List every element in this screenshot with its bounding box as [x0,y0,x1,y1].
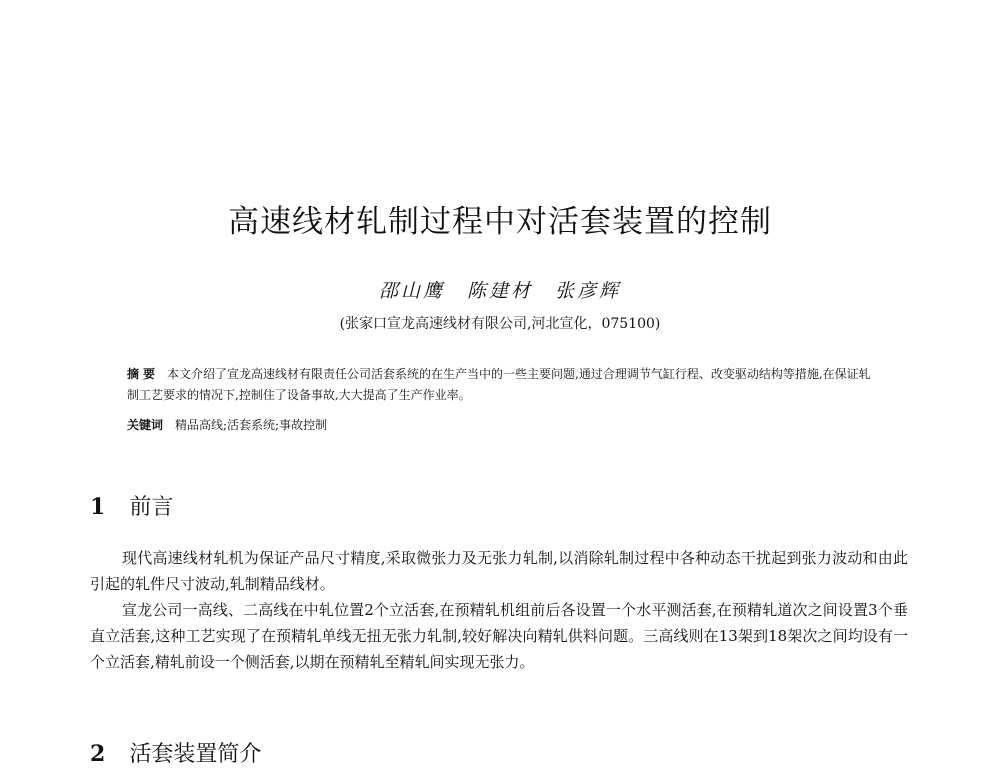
paragraph: 现代高速线材轧机为保证产品尺寸精度,采取微张力及无张力轧制,以消除轧制过程中各种动态干扰起到张力波动和由此引起的轧件尺寸波动,轧制精品线材。 [90,549,908,593]
section-number: 2 [90,741,106,767]
keywords-label: 关键词 [127,418,164,432]
abstract-label: 摘要 [127,367,160,381]
section-heading-1 [90,490,173,521]
section-heading-2 [90,737,261,768]
section-title: 前言 [129,495,174,520]
section-title: 活套装置简介 [129,742,262,767]
paragraph: 宣龙公司一高线、二高线在中轧位置2个立活套,在预精轧机组前后各设置一个水平测活套,在预精轧道次之间设置3个垂直立活套,这种工艺实现了在预精轧单线无扭无张力轧制,较好解决向精轧供料问题。三高线则在13架到18架次之间均设有一个立活套,精轧前设一个侧活套,以期在预精轧至精轧间实现无张力。 [90,601,908,671]
affiliation: (张家口宣龙高速线材有限公司,河北宣化，075100) [339,316,661,332]
paper-title: 高速线材轧制过程中对活套装置的控制 [228,204,772,240]
keywords-text: 精品高线;活套系统;事故控制 [175,418,328,432]
abstract-text: 本文介绍了宣龙高速线材有限责任公司活套系统的在生产当中的一些主要问题,通过合理调节气缸行程、改变驱动结构等措施,在保证轧制工艺要求的情况下,控制住了设备事故,大大提高了生产作业率。 [127,367,871,402]
keywords [127,416,327,433]
abstract [127,364,879,406]
section-number: 1 [90,494,106,520]
authors: 邵山鹰 陈建材 张彦辉 [378,280,621,302]
